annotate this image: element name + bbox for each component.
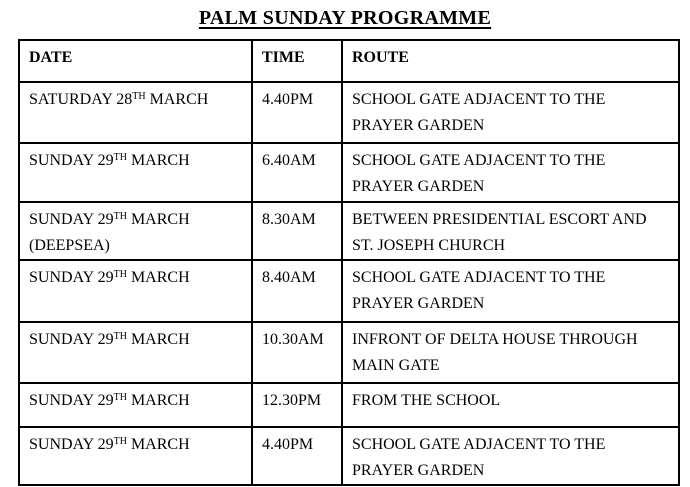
date-day: SUNDAY 29 xyxy=(29,269,114,286)
time-cell: 8.40AM xyxy=(252,260,342,322)
date-text-line2: (DEEPSEA) xyxy=(29,237,110,254)
date-month: MARCH xyxy=(126,269,190,286)
route-text-line2: MAIN GATE xyxy=(352,357,440,374)
date-month: MARCH xyxy=(126,152,190,169)
date-month: MARCH xyxy=(126,211,190,228)
route-text-line1: SCHOOL GATE ADJACENT TO THE xyxy=(352,269,606,286)
route-cell xyxy=(342,383,679,427)
route-cell xyxy=(342,202,679,260)
date-text xyxy=(29,265,243,291)
route-cell xyxy=(342,260,679,322)
route-text-line2: PRAYER GARDEN xyxy=(352,178,485,195)
time-cell: 8.30AM xyxy=(252,202,342,260)
table-row xyxy=(19,383,679,427)
date-cell xyxy=(19,427,252,485)
time-cell: 4.40PM xyxy=(252,82,342,143)
table-row xyxy=(19,322,679,383)
route-text-line2: PRAYER GARDEN xyxy=(352,462,485,479)
date-text xyxy=(29,432,243,458)
route-text-line1: INFRONT OF DELTA HOUSE THROUGH xyxy=(352,331,638,348)
date-text xyxy=(29,327,243,353)
route-text-line2: ST. JOSEPH CHURCH xyxy=(352,237,506,254)
date-day: SUNDAY 29 xyxy=(29,152,114,169)
date-text xyxy=(29,87,243,113)
date-cell xyxy=(19,143,252,202)
column-header-time: TIME xyxy=(252,40,342,82)
programme-table xyxy=(18,39,680,486)
date-ordinal: TH xyxy=(113,392,127,403)
date-ordinal: TH xyxy=(113,269,127,280)
page-title: PALM SUNDAY PROGRAMME xyxy=(198,7,492,29)
date-cell xyxy=(19,383,252,427)
table-row xyxy=(19,202,679,260)
date-text xyxy=(29,207,243,233)
time-cell: 12.30PM xyxy=(252,383,342,427)
time-cell: 6.40AM xyxy=(252,143,342,202)
date-cell xyxy=(19,322,252,383)
date-month: MARCH xyxy=(145,91,209,108)
time-cell: 4.40PM xyxy=(252,427,342,485)
date-text xyxy=(29,148,243,174)
date-ordinal: TH xyxy=(113,211,127,222)
date-day: SUNDAY 29 xyxy=(29,211,114,228)
document-page xyxy=(0,7,690,486)
route-text-line2: PRAYER GARDEN xyxy=(352,117,485,134)
date-ordinal: TH xyxy=(113,436,127,447)
route-cell xyxy=(342,82,679,143)
date-day: SUNDAY 29 xyxy=(29,436,114,453)
date-cell xyxy=(19,260,252,322)
date-month: MARCH xyxy=(126,392,190,409)
date-text xyxy=(29,388,243,414)
date-cell xyxy=(19,82,252,143)
route-text-line2: PRAYER GARDEN xyxy=(352,295,485,312)
time-cell: 10.30AM xyxy=(252,322,342,383)
date-month: MARCH xyxy=(126,436,190,453)
route-text-line1: FROM THE SCHOOL xyxy=(352,392,501,409)
route-cell xyxy=(342,427,679,485)
date-cell xyxy=(19,202,252,260)
table-row xyxy=(19,260,679,322)
date-month: MARCH xyxy=(126,331,190,348)
route-text-line1: SCHOOL GATE ADJACENT TO THE xyxy=(352,91,606,108)
table-row xyxy=(19,427,679,485)
date-day: SUNDAY 29 xyxy=(29,392,114,409)
table-header-row xyxy=(19,40,679,82)
date-day: SATURDAY 28 xyxy=(29,91,133,108)
table-row xyxy=(19,82,679,143)
date-ordinal: TH xyxy=(113,331,127,342)
route-text-line1: BETWEEN PRESIDENTIAL ESCORT AND xyxy=(352,211,647,228)
route-text-line1: SCHOOL GATE ADJACENT TO THE xyxy=(352,152,606,169)
route-text-line1: SCHOOL GATE ADJACENT TO THE xyxy=(352,436,606,453)
column-header-route: ROUTE xyxy=(342,40,679,82)
date-ordinal: TH xyxy=(132,91,146,102)
date-day: SUNDAY 29 xyxy=(29,331,114,348)
route-cell xyxy=(342,143,679,202)
date-ordinal: TH xyxy=(113,152,127,163)
route-cell xyxy=(342,322,679,383)
table-row xyxy=(19,143,679,202)
column-header-date: DATE xyxy=(19,40,252,82)
